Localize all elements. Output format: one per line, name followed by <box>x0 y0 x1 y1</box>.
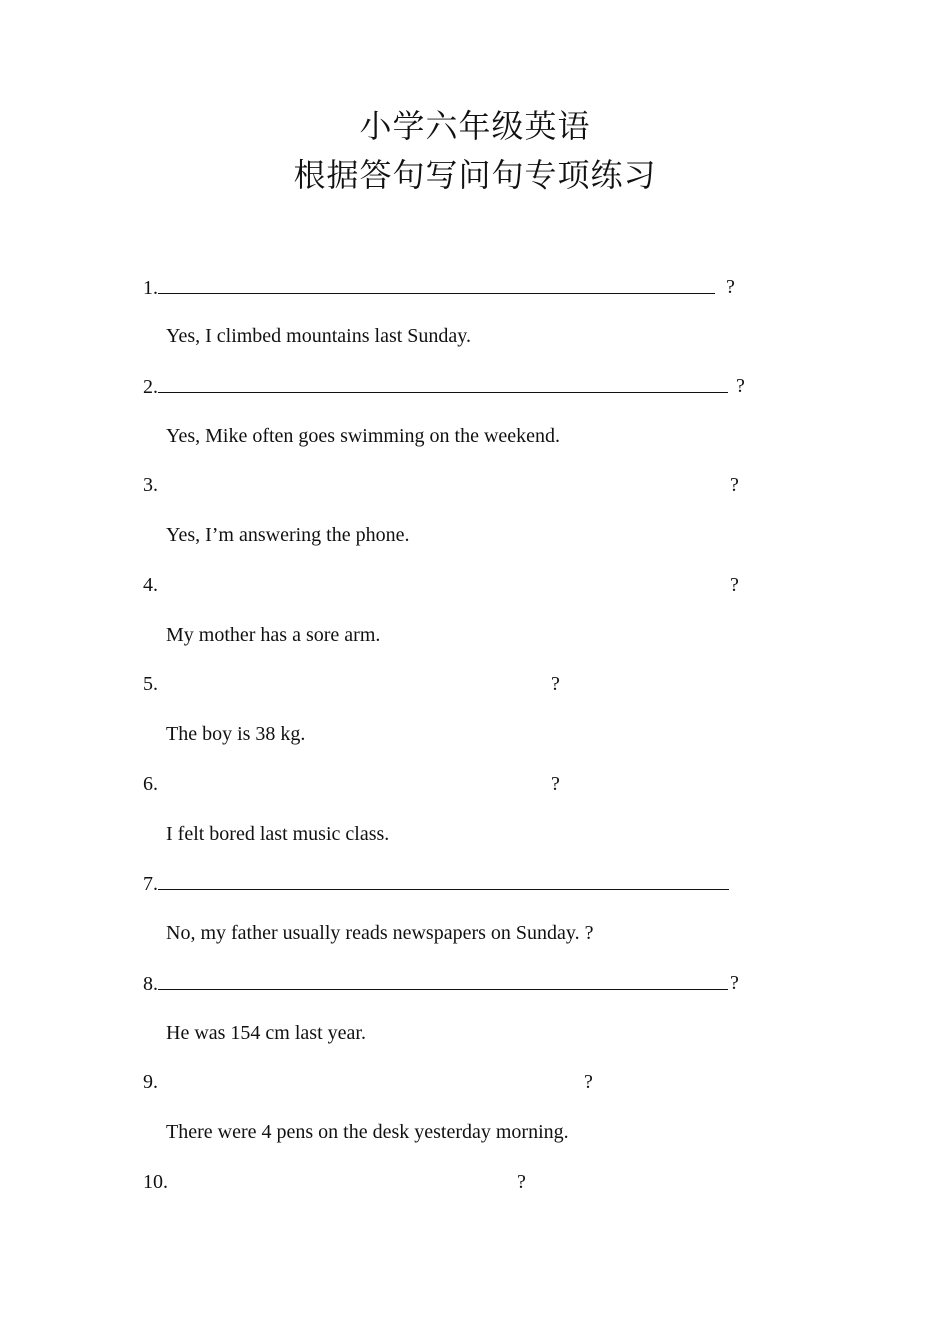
question-mark: ? <box>730 972 739 994</box>
answer-sentence: I felt bored last music class. <box>166 823 390 845</box>
question-mark: ? <box>551 773 560 795</box>
question-number: 2. <box>143 376 158 398</box>
question-number: 8. <box>143 973 158 995</box>
answer-sentence: There were 4 pens on the desk yesterday morning. <box>166 1121 569 1143</box>
question-7 <box>143 871 729 896</box>
question-mark: ? <box>730 574 739 596</box>
answer-sentence: My mother has a sore arm. <box>166 624 381 646</box>
answer-sentence: Yes, I climbed mountains last Sunday. <box>166 325 471 347</box>
answer-sentence: Yes, I’m answering the phone. <box>166 524 410 546</box>
question-2 <box>143 374 728 399</box>
answer-sentence: Yes, Mike often goes swimming on the weekend. <box>166 425 561 447</box>
question-mark: ? <box>730 474 739 496</box>
answer-sentence: He was 154 cm last year. <box>166 1022 366 1044</box>
question-4: 4. <box>143 574 158 596</box>
question-mark: ? <box>551 673 560 695</box>
question-3: 3. <box>143 474 158 496</box>
question-5: 5. <box>143 673 158 695</box>
answer-sentence: No, my father usually reads newspapers on Sunday. ? <box>166 922 594 944</box>
answer-sentence: The boy is 38 kg. <box>166 723 306 745</box>
question-mark: ? <box>736 375 745 397</box>
question-6: 6. <box>143 773 158 795</box>
question-mark: ? <box>726 276 735 298</box>
answer-blank[interactable] <box>158 374 728 393</box>
question-1 <box>143 275 715 300</box>
question-10: 10. <box>143 1171 168 1193</box>
question-9: 9. <box>143 1071 158 1093</box>
answer-blank[interactable] <box>158 971 728 990</box>
question-number: 1. <box>143 277 158 299</box>
question-8 <box>143 971 728 996</box>
question-mark: ? <box>584 1071 593 1093</box>
worksheet-subtitle: 根据答句写问句专项练习 <box>293 156 657 194</box>
answer-blank[interactable] <box>158 871 729 890</box>
question-number: 7. <box>143 873 158 895</box>
question-mark: ? <box>517 1171 526 1193</box>
answer-blank[interactable] <box>158 275 715 294</box>
worksheet-title: 小学六年级英语 <box>359 107 591 145</box>
